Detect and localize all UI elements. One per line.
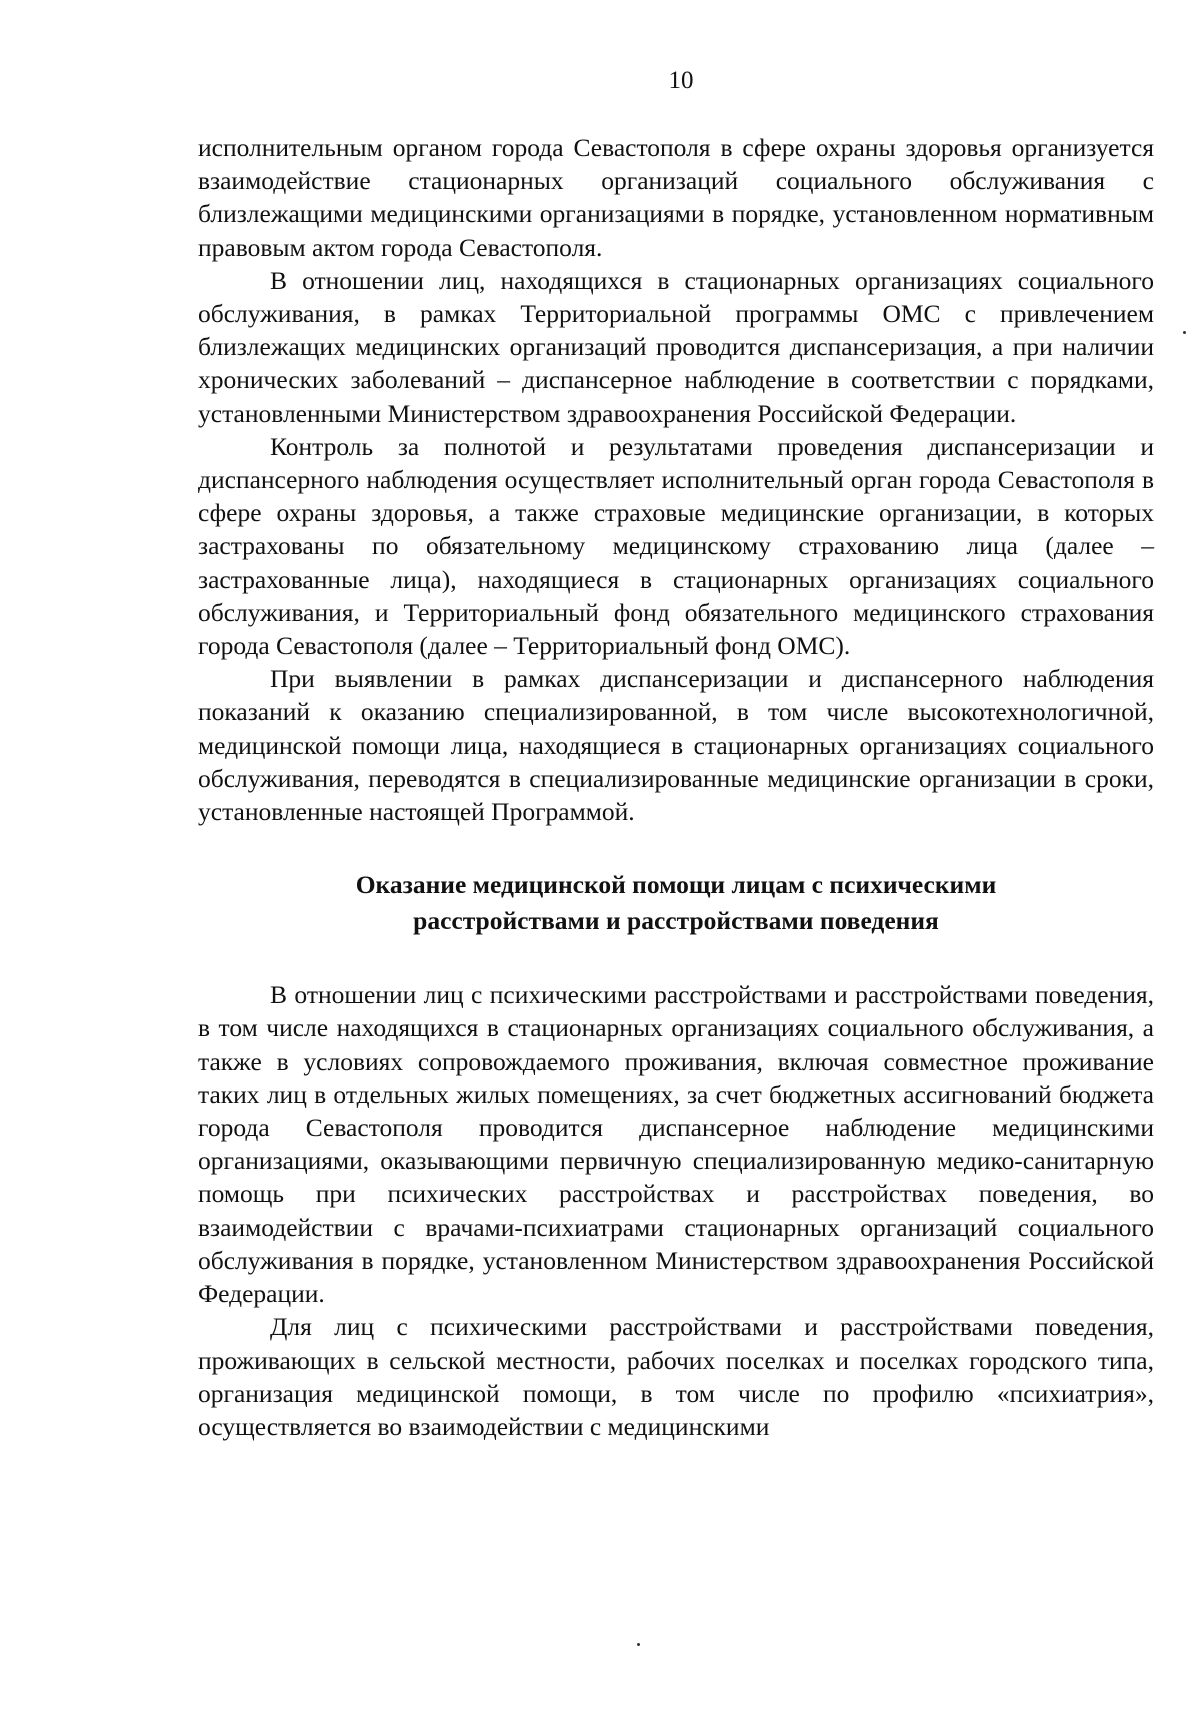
paragraph-specialized-care: При выявлении в рамках диспансеризации и диспансерного наблюдения показаний к оказанию специализированной, в том числе высокотехнологичной, медицинской помощи лица, находящиеся в стационарных организациях социального обслуживания, переводятся в специализированные медицинские организации в сроки, установленные настоящей Программой. <box>198 664 1154 827</box>
section-heading-line-2: расстройствами и расстройствами поведения <box>413 906 939 936</box>
page-number: 10 <box>668 67 694 94</box>
paragraph-rural-residents: Для лиц с психическими расстройствами и расстройствами поведения, проживающих в сельской местности, рабочих поселках и поселках городского типа, организация медицинской помощи, в том числе по профилю «психиатрия», осуществляется во взаимодействии с медицинскими <box>198 1312 1154 1441</box>
paragraph-mental-disorders: В отношении лиц с психическими расстройствами и расстройствами поведения, в том числе находящихся в стационарных организациях социального обслуживания, а также в условиях сопровождаемого проживания, включая совместное проживание таких лиц в отдельных жилых помещениях, за счет бюджетных ассигнований бюджета города Севастополя проводится диспансерное наблюдение медицинскими организациями, оказывающими первичную специализированную медико-санитарную помощь при психических расстройствах и расстройствах поведения, во взаимодействии с врачами-психиатрами стационарных организаций социального обслуживания в порядке, установленном Министерством здравоохранения Российской Федерации. <box>198 980 1154 1309</box>
scan-speck <box>1183 331 1186 334</box>
paragraph-continuation: исполнительным органом города Севастополя в сфере охраны здоровья организуется взаимодействие стационарных организаций социального обслуживания с близлежащими медицинскими организациями в порядке, установленном нормативным правовым актом города Севастополя. <box>198 133 1154 262</box>
scan-speck <box>637 1643 640 1646</box>
section-heading <box>198 867 1154 939</box>
paragraph-control: Контроль за полнотой и результатами проведения диспансеризации и диспансерного наблюдения осуществляет исполнительный орган города Севастополя в сфере охраны здоровья, а также страховые медицинские организации, в которых застрахованы по обязательному медицинскому страхованию лица (далее – застрахованные лица), находящиеся в стационарных организациях социального обслуживания, и Территориальный фонд обязательного медицинского страхования города Севастополя (далее – Территориальный фонд ОМС). <box>198 431 1154 661</box>
section-heading-line-1: Оказание медицинской помощи лицам с психическими <box>355 870 997 900</box>
paragraph-dispensary-examination: В отношении лиц, находящихся в стационарных организациях социального обслуживания, в рамках Территориальной программы ОМС с привлечением близлежащих медицинских организаций проводится диспансеризация, а при наличии хронических заболеваний – диспансерное наблюдение в соответствии с порядками, установленными Министерством здравоохранения Российской Федерации. <box>198 265 1154 428</box>
document-body <box>198 131 1154 1443</box>
